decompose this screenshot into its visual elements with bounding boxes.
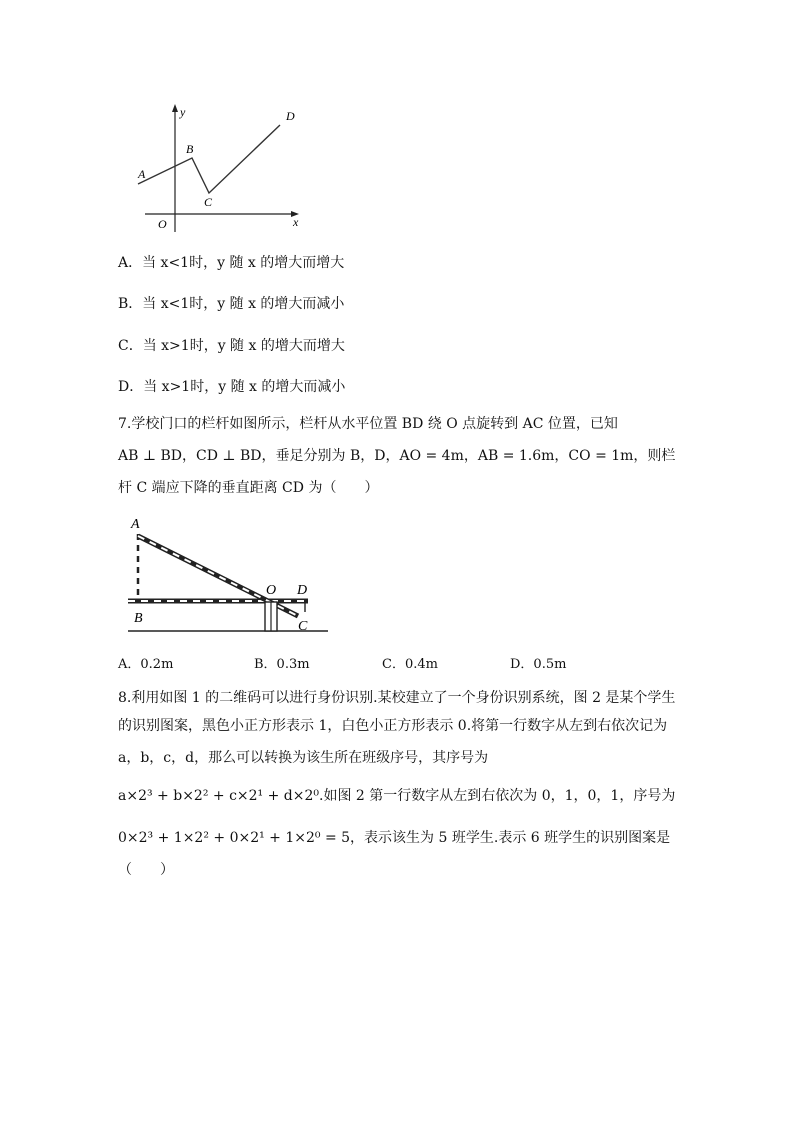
q7-line-2: AB ⊥ BD，CD ⊥ BD，垂足分别为 B，D，AO = 4m，AB = 1.6m，CO = 1m，则栏 [118,448,676,464]
y-axis-arrow [172,104,178,112]
q7-option-d: D．0.5m [510,657,567,672]
label-D: D [297,583,308,598]
label-O: O [266,583,277,598]
q8-line-6: （ ） [118,862,174,878]
label-A: A [131,517,140,532]
q8-line-5: 0×2³ + 1×2² + 0×2¹ + 1×2⁰ = 5，表示该生为 5 班学生.表示 6 班学生的识别图案是 [118,830,671,846]
label-x: x [293,215,299,229]
q6-option-a: A．当 x<1时，y 随 x 的增大而增大 [118,255,345,271]
q7-option-c: C．0.4m [382,657,438,672]
q8-line-2: 的识别图案，黑色小正方形表示 1，白色小正方形表示 0.将第一行数字从左到右依次记为 [118,718,668,734]
q8-line-3: a，b，c，d，那么可以转换为该生所在班级序号，其序号为 [118,750,489,766]
label-B: B [186,142,194,156]
q8-line-4: a×2³ + b×2² + c×2¹ + d×2⁰.如图 2 第一行数字从左到右依次为 0，1，0，1，序号为 [118,788,676,804]
label-A: A [138,167,146,181]
q7-barrier-figure [120,512,340,642]
graph-polyline [138,125,280,193]
label-C: C [204,195,213,209]
q7-option-b: B．0.3m [254,657,310,672]
q6-option-b: B．当 x<1时，y 随 x 的增大而减小 [118,296,345,312]
q7-line-1: 7.学校门口的栏杆如图所示，栏杆从水平位置 BD 绕 O 点旋转到 AC 位置，已知 [118,416,618,432]
q7-line-3: 杆 C 端应下降的垂直距离 CD 为（ ） [118,480,379,496]
label-C: C [298,619,308,634]
q6-option-d: D．当 x>1时，y 随 x 的增大而减小 [118,379,346,395]
label-D: D [286,109,295,123]
label-B: B [134,611,143,626]
q6-graph [130,100,310,240]
q8-line-1: 8.利用如图 1 的二维码可以进行身份识别.某校建立了一个身份识别系统，图 2 是某个学生 [118,690,676,706]
label-y: y [180,105,186,119]
q7-option-a: A．0.2m [118,657,174,672]
q6-option-c: C．当 x>1时，y 随 x 的增大而增大 [118,338,345,354]
label-O: O [158,217,167,231]
